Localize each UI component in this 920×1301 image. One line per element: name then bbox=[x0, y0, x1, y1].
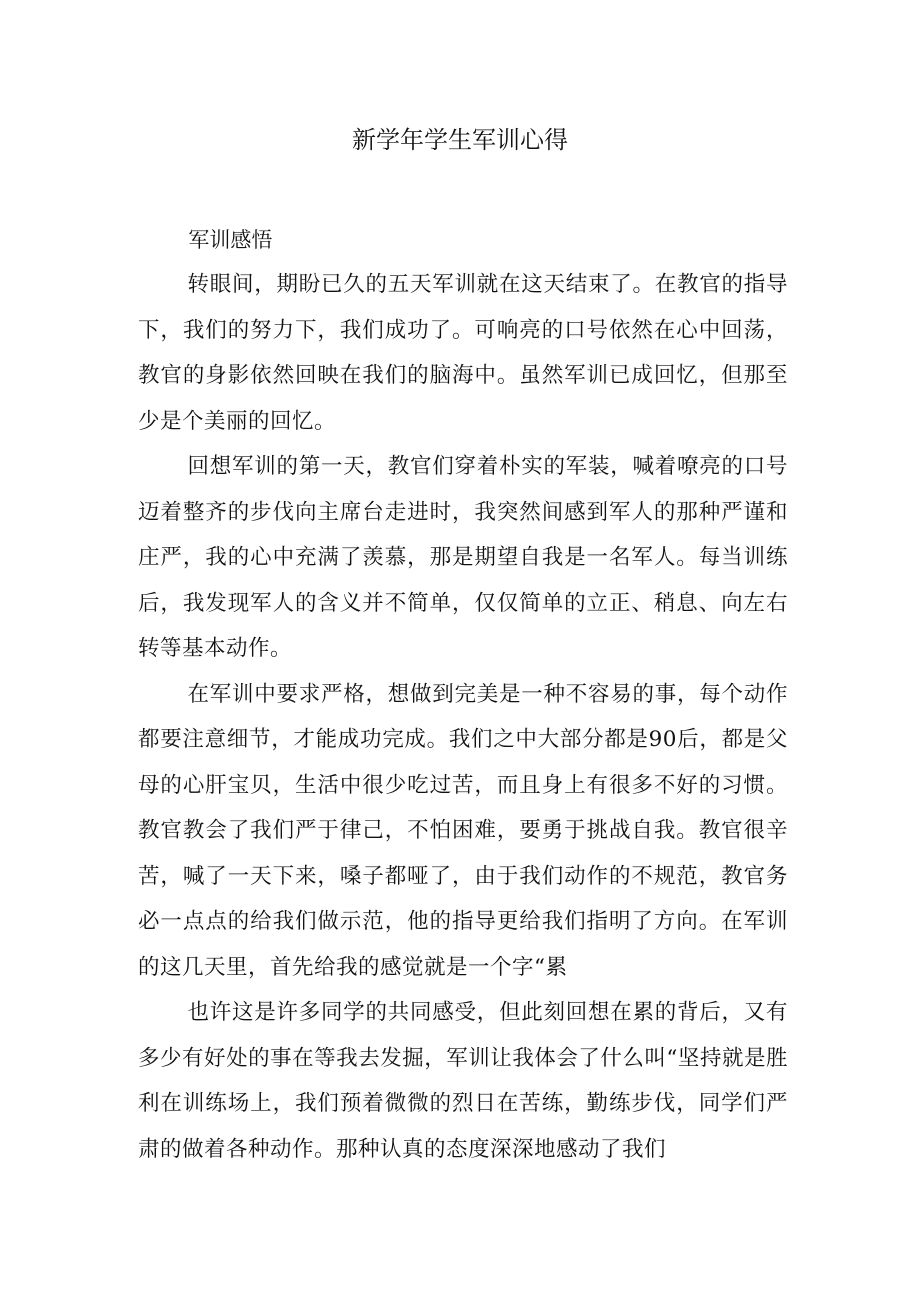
paragraph-2: 回想军训的第一天，教官们穿着朴实的军装，喊着嘹亮的口号迈着整齐的步伐向主席台走进时，我突然间感到军人的那种严谨和庄严，我的心中充满了羡慕，那是期望自我是一名军人。每当训练后，我发现军人的含义并不简单，仅仅简单的立正、稍息、向左右转等基本动作。 bbox=[138, 454, 788, 661]
section-heading: 军训感悟 bbox=[188, 228, 273, 252]
document-body bbox=[138, 220, 788, 1172]
paragraph-1: 转眼间，期盼已久的五天军训就在这天结束了。在教官的指导下，我们的努力下，我们成功了。可响亮的口号依然在心中回荡，教官的身影依然回映在我们的脑海中。虽然军训已成回忆，但那至少是个美丽的回忆。 bbox=[138, 272, 788, 434]
paragraph-3: 在军训中要求严格，想做到完美是一种不容易的事，每个动作都要注意细节，才能成功完成。我们之中大部分都是90后，都是父母的心肝宝贝，生活中很少吃过苦，而且身上有很多不好的习惯。教官教会了我们严于律己，不怕困难，要勇于挑战自我。教官很辛苦，喊了一天下来，嗓子都哑了，由于我们动作的不规范，教官务必一点点的给我们做示范，他的指导更给我们指明了方向。在军训的这几天里，首先给我的感觉就是一个字“累 bbox=[138, 681, 788, 980]
document-title: 新学年学生军训心得 bbox=[352, 126, 568, 154]
paragraph-4: 也许这是许多同学的共同感受，但此刻回想在累的背后，又有多少有好处的事在等我去发掘，军训让我体会了什么叫“坚持就是胜利在训练场上，我们预着微微的烈日在苦练，勤练步伐，同学们严肃的做着各种动作。那种认真的态度深深地感动了我们 bbox=[138, 1000, 788, 1162]
